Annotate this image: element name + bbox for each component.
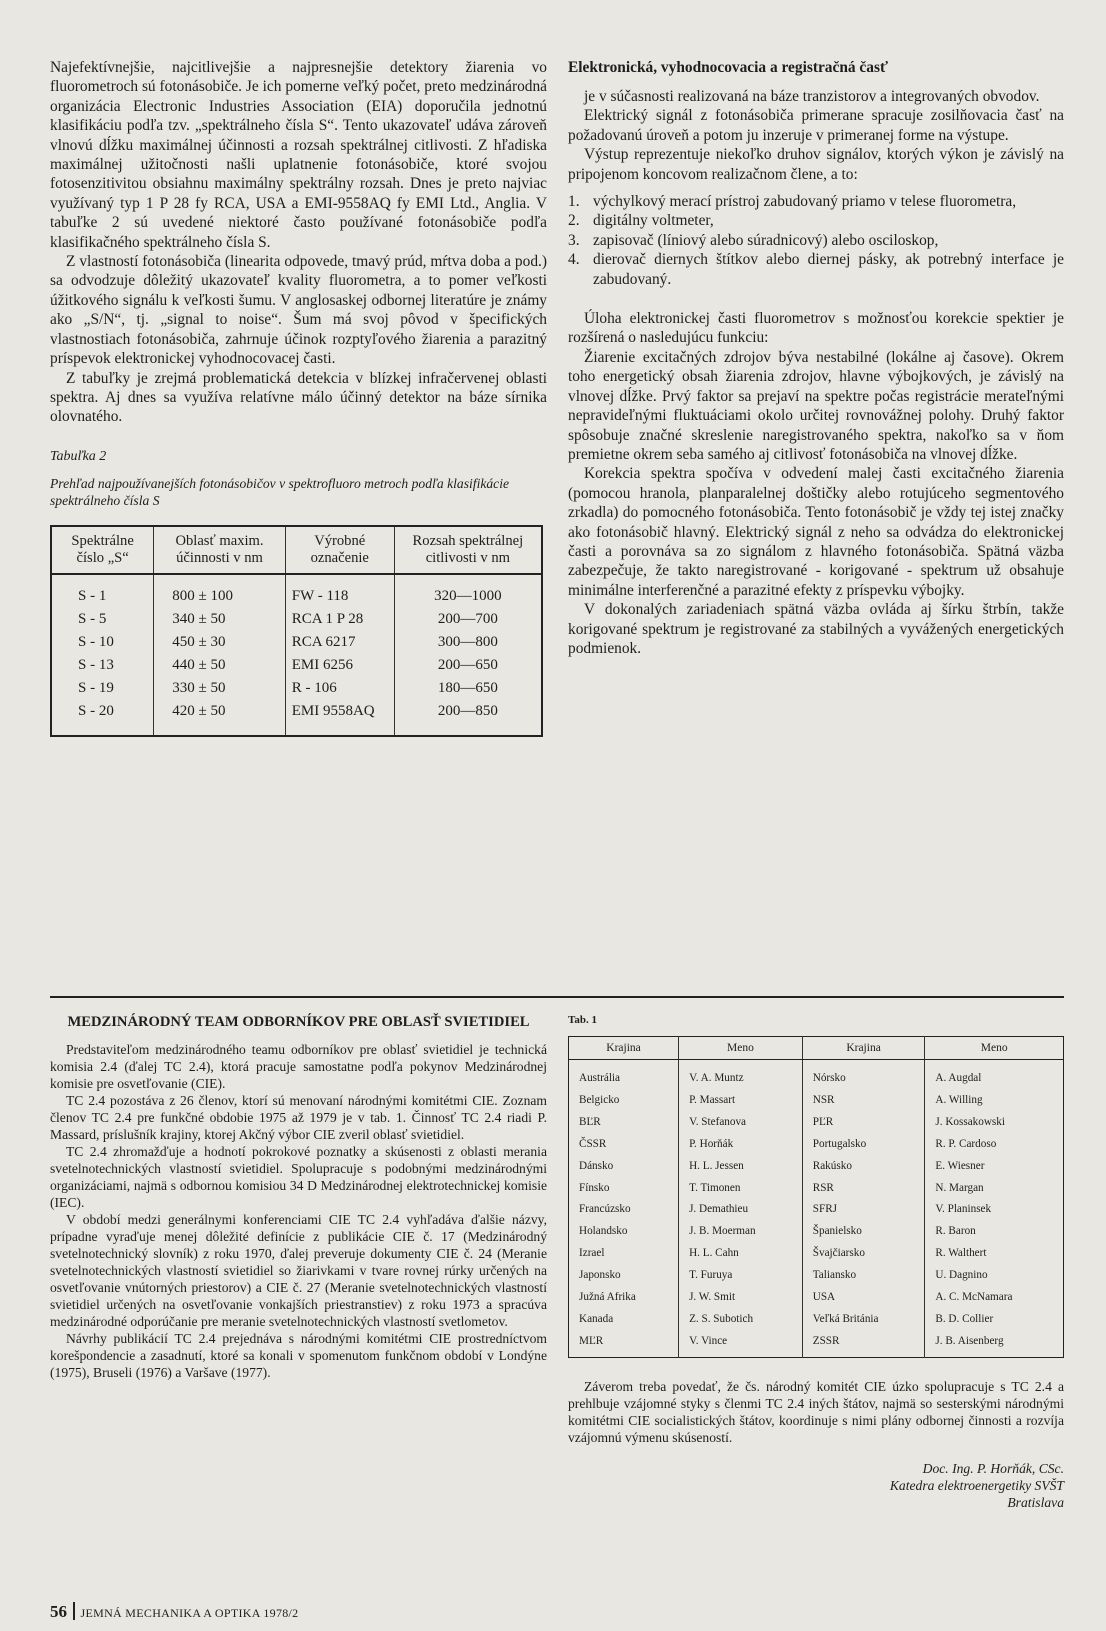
cell: FW - 118 [285,574,394,608]
paragraph: Návrhy publikácií TC 2.4 prejednáva s národnými komitétmi CIE prostredníctvom korešpondencie a zasadnutí, ktoré sa konali v spomenutom funkčnom období v Londýne (1975), Bruseli (1976) a Varšave (1977). [50,1331,547,1380]
column-header: Spektrálne číslo „S“ [51,526,154,574]
table-row [569,1156,1064,1178]
cell: ČSSR [579,1137,607,1150]
table-row [51,631,542,654]
cell: RSR [802,1178,925,1200]
cie-article [50,1014,547,1381]
article-body [50,1041,547,1381]
cell: NSR [802,1090,925,1112]
cell: ZSSR [802,1331,925,1357]
table2-caption: Prehľad najpoužívanejších fotonásobičov v spektrofluoro metroch podľa klasifikácie spektrálneho čísla S [50,475,510,508]
cell: 340 ± 50 [154,608,285,631]
table-row [51,654,542,677]
journal-title: JEMNÁ MECHANIKA A OPTIKA 1978/2 [80,1606,299,1620]
cell: USA [802,1287,925,1309]
cell: R. Walthert [925,1243,1064,1265]
members-table-body [569,1060,1064,1358]
paragraph: je v súčasnosti realizovaná na báze tranzistorov a integrovaných obvodov. [584,88,1040,105]
cell: Veľká Británia [802,1309,925,1331]
cell: H. L. Jessen [679,1156,803,1178]
list-text: dierovač diernych štítkov alebo diernej pásky, ak potrebný interface je zabudovaný. [593,251,1064,288]
column-header: Rozsah spektrálnej citlivosti v nm [394,526,542,574]
paragraph: TC 2.4 zhromažďuje a hodnotí pokrokové poznatky a skúsenosti z oblasti merania svetelnotechnických vlastností svietidiel. Spolupracuje s podobnými medzinárodnými organizáciami, najmä s odbornou komisiou 34 D Medzinárodnej elektrotechnickej komisie (IEC). [50,1144,547,1210]
cell: Izrael [579,1247,605,1260]
cell: Španielsko [802,1221,925,1243]
table-row [569,1331,1064,1357]
cell: Švajčiarsko [802,1243,925,1265]
author-name: Doc. Ing. P. Horňák, CSc. [922,1460,1064,1476]
section-heading: Elektronická, vyhodnocovacia a registračná časť [568,59,888,76]
list-number: 1. [568,193,580,211]
table1-label: Tab. 1 [568,1014,597,1026]
list-text: digitálny voltmeter, [593,212,714,230]
cell: 320—1000 [394,574,542,608]
section-divider [50,996,1064,998]
cell: SFRJ [802,1199,925,1221]
table-row [569,1265,1064,1287]
page-number: 56 [50,1602,67,1621]
cell: MĽR [579,1334,604,1347]
cell: S - 13 [78,656,114,673]
author-city: Bratislava [1007,1494,1064,1510]
table-row [569,1243,1064,1265]
cell: A. Augdal [925,1060,1064,1090]
cell: Portugalsko [802,1134,925,1156]
cell: U. Dagnino [925,1265,1064,1287]
cell: 300—800 [394,631,542,654]
closing-text [568,1378,1064,1446]
paragraph: Z vlastností fotonásobiča (linearita odpovede, tmavý prúd, mŕtva doba a pod.) sa odvodzuje dôležitý ukazovateľ kvality fluorometra, a to pomer veľkosti úžitkového signálu k veľkosti šumu. V anglosaskej odbornej literatúre je známy ako „S/N“, tj. „signal to noise“. Šum má svoj pôvod v špecifických vlastnostiach fotonásobiča, zahrnuje účinok rozptyľového žiarenia a parazitný príspevok elektronickej vyhodnocovacej časti. [50,253,547,368]
table-row [569,1060,1064,1090]
cell: PĽR [802,1112,925,1134]
cell: Južná Afrika [579,1291,636,1304]
cell: J. Kossakowski [925,1112,1064,1134]
footer-separator [73,1602,75,1620]
table-row [51,677,542,700]
cell: V. Planinsek [925,1199,1064,1221]
paragraph: Žiarenie excitačných zdrojov býva nestabilné (lokálne aj časove). Okrem toho energetický obsah žiarenia zdrojov, hlavne výbojkových, je závislý na vlnovej dĺžke. Prvý faktor sa prejaví na spektre počas registrácie merateľnými nepravideľnými fluktuáciami okolo určitej rovnovážnej polohy. Druhý faktor spôsobuje značné skreslenie naregistrovaného spektra, nakoľko sa v ňom premietne okrem seba samého aj citlivosť fotonásobiča na vlnovej dĺžke. [568,348,1064,463]
right-column [568,58,1064,658]
cell: Francúzsko [579,1203,631,1216]
cell: R - 106 [285,677,394,700]
cell: Kanada [579,1312,614,1325]
cell: 200—650 [394,654,542,677]
list-item [568,192,1064,211]
cell: R. Baron [925,1221,1064,1243]
cell: EMI 9558AQ [285,700,394,736]
cell: BĽR [579,1115,601,1128]
cell: V. A. Muntz [679,1060,803,1090]
column-header: Meno [679,1037,803,1060]
table-row [569,1090,1064,1112]
cell: 180—650 [394,677,542,700]
table-row [569,1287,1064,1309]
cell: R. P. Cardoso [925,1134,1064,1156]
cell: Austrália [579,1072,621,1084]
paragraph: V období medzi generálnymi konferenciami CIE TC 2.4 vyhľadáva ďalšie názvy, prípadne vyraďuje menej dôležité definície z publikácie CIE č. 17 (Medzinárodný svetelnotechnický slovník) z roku 1970, ďalej preveruje dokumenty CIE č. 24 (Meranie svetelnotechnických vlastností svietidiel so žiarivkami v tvare rovnej rúrky určených na osvetľovanie vnútorných priestorov) a CIE č. 27 (Meranie svetelnotechnických vlastností svietidiel určených na osvetľovanie vonkajších priestranstiev) z roku 1973 a spracúva medzinárodné odporúčanie pre meranie svetelnotechnických vlastností svetlometov. [50,1212,547,1329]
cell: E. Wiesner [925,1156,1064,1178]
paragraph: Záverom treba povedať, že čs. národný komitét CIE úzko spolupracuje s TC 2.4 a prehlbuje vzájomné styky s členmi TC 2.4 iných štátov, najmä so sesterskými národnými komitétmi CIE socialistických štátov, koordinuje s nimi plány odbornej činnosti a rozvíja vzájomnú výmenu skúseností. [568,1378,1064,1445]
list-item [568,231,1064,250]
cell: Japonsko [579,1269,621,1282]
members-section [568,1014,1064,1511]
table-header-row [569,1037,1064,1060]
article-heading: MEDZINÁRODNÝ TEAM ODBORNÍKOV PRE OBLASŤ SVIETIDIEL [67,1014,530,1030]
table-header-row [51,526,542,574]
paragraph: Výstup reprezentuje niekoľko druhov signálov, ktorých výkon je závislý na pripojenom koncovom realizačnom člene, a to: [568,146,1064,183]
column-header: Meno [925,1037,1064,1060]
list-item [568,250,1064,289]
cell: RCA 1 P 28 [285,608,394,631]
photomultiplier-table [50,525,543,737]
cell: 200—700 [394,608,542,631]
author-department: Katedra elektroenergetiky SVŠT [889,1477,1064,1493]
paragraph: Korekcia spektra spočíva v odvedení malej časti excitačného žiarenia (pomocou hranola, planparalelnej doštičky alebo rotujúceho segmentového zrkadla) do pomocného fotonásobiča. Tento fotonásobič je vždy tej istej značky ako fotonásobič hlavný. Elektrický signál z neho sa odvádza do elektronickej časti a porovnáva sa zo signálom z hlavného fotonásobiča. Spätná väzba zabezpečuje, že takto naregistrované - korigované - spektrum už obsahuje minimálne interferenčné a parazitné efekty z príspevku výbojky. [568,465,1064,599]
cell: P. Massart [679,1090,803,1112]
cell: 800 ± 100 [154,574,285,608]
cell: Dánsko [579,1159,614,1172]
cell: J. W. Smit [679,1287,803,1309]
column-header: Oblasť maxim. účinnosti v nm [154,526,285,574]
cell: RCA 6217 [285,631,394,654]
cell: S - 20 [78,702,114,719]
cell: EMI 6256 [285,654,394,677]
cell: 200—850 [394,700,542,736]
table-row [569,1178,1064,1200]
cell: P. Horňák [679,1134,803,1156]
cell: 330 ± 50 [154,677,285,700]
cell: 440 ± 50 [154,654,285,677]
cell: Fínsko [579,1181,610,1194]
cell: J. Demathieu [679,1199,803,1221]
list-text: zapisovač (líniový alebo súradnicový) alebo osciloskop, [593,231,939,249]
column-header: Krajina [569,1037,679,1060]
list-item [568,211,1064,230]
cell: Taliansko [802,1265,925,1287]
list-number: 4. [568,251,580,269]
left-column [50,58,547,737]
page-footer [50,1602,298,1622]
cell: J. B. Aisenberg [925,1331,1064,1357]
table2-label: Tabuľka 2 [50,448,107,464]
list-number: 2. [568,212,580,230]
cell: V. Stefanova [679,1112,803,1134]
paragraph: Najefektívnejšie, najcitlivejšie a najpresnejšie detektory žiarenia vo fluorometroch sú fotonásobiče. Je ich pomerne veľký počet, preto medzinárodná organizácia Electronic Industries Association (EIA) doporučila jednotnú klasifikáciu podľa tzv. „spektrálneho čísla S“. Tento ukazovateľ udáva zároveň vlnovú dĺžku maximálnej účinnosti a rozsah spektrálnej citlivosti. Z hľadiska maximálnej užitočnosti našli uplatnenie fotonásobiče, ktoré svojou fotosenzitivitou obsiahnu maximálny spektrálny rozsah. Dnes je preto najviac využívaný typ 1 P 28 fy RCA, USA a EMI-9558AQ fy EMI Ltd., Anglia. V tabuľke 2 sú uvedené niektoré často používané fotonásobiče podľa klasifikačného spektrálneho čísla S. [50,59,547,251]
paragraph: Úloha elektronickej časti fluorometrov s možnosťou korekcie spektier je rozšírená o nasledujúcu funkciu: [568,310,1064,347]
list-text: výchylkový merací prístroj zabudovaný priamo v telese fluorometra, [593,193,1017,211]
table-row [569,1112,1064,1134]
column-header: Výrobné označenie [285,526,394,574]
members-table [568,1036,1064,1358]
paragraph: Predstaviteľom medzinárodného teamu odborníkov pre oblasť svietidiel je technická komisia 2.4 (ďalej TC 2.4), ktorá pracuje samostatne podľa pokynov Medzinárodnej komisie pre osvetľovanie (CIE). [50,1042,547,1091]
table-row [569,1199,1064,1221]
cell: S - 19 [78,679,114,696]
table-row [51,700,542,736]
cell: 420 ± 50 [154,700,285,736]
paragraph: Z tabuľky je zrejmá problematická detekcia v blízkej infračervenej oblasti spektra. Aj dnes sa využíva relatívne málo účinný detektor na báze sírnika olovnatého. [50,369,547,426]
output-list [568,192,1064,289]
signature [568,1460,1064,1511]
table-row [569,1221,1064,1243]
paragraph: TC 2.4 pozostáva z 26 členov, ktorí sú menovaní národnými komitétmi CIE. Zoznam členov TC 2.4 pre funkčné obdobie 1975 až 1979 je v tab. 1. Činnosť TC 2.4 riadi P. Massard, príslušník krajiny, ktorej Akčný výbor CIE zveril oblasť svietidiel. [50,1093,547,1142]
cell: N. Margan [925,1178,1064,1200]
list-number: 3. [568,231,580,249]
cell: J. B. Moerman [679,1221,803,1243]
cell: S - 1 [78,587,107,604]
table-row [569,1134,1064,1156]
cell: T. Furuya [679,1265,803,1287]
table-row [569,1309,1064,1331]
cell: 450 ± 30 [154,631,285,654]
cell: V. Vince [679,1331,803,1357]
cell: Z. S. Subotich [679,1309,803,1331]
cell: S - 5 [78,610,107,627]
table-row [51,608,542,631]
cell: Holandsko [579,1225,628,1238]
cell: Nórsko [802,1060,925,1090]
cell: B. D. Collier [925,1309,1064,1331]
cell: T. Timonen [679,1178,803,1200]
table-row [51,574,542,608]
cell: Belgicko [579,1093,620,1106]
cell: S - 10 [78,633,114,650]
cell: Rakúsko [802,1156,925,1178]
cell: H. L. Cahn [679,1243,803,1265]
column-header: Krajina [802,1037,925,1060]
cell: A. C. McNamara [925,1287,1064,1309]
cell: A. Willing [925,1090,1064,1112]
paragraph: Elektrický signál z fotonásobiča primerane spracuje zosilňovacia časť na požadovanú úroveň a potom ju inzeruje v primeranej forme na výstupe. [568,107,1064,144]
paragraph: V dokonalých zariadeniach spätná väzba ovláda aj šírku štrbín, takže korigované spektrum je registrované za stabilných a vyvážených energetických podmienok. [568,601,1064,657]
